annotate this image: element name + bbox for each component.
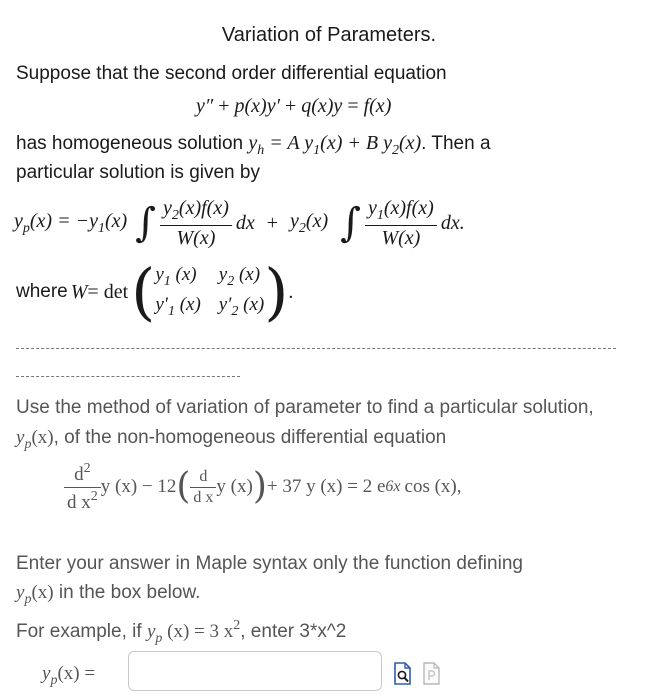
syntax-help-icon	[421, 662, 443, 686]
ode-exponent: 6x	[385, 478, 401, 495]
wronskian-det: = det	[87, 280, 129, 303]
formula-fraction-1: $\frac{y_2(x)f(x)}{W(x)}$	[160, 197, 232, 250]
ode-right-paren: )	[252, 466, 267, 507]
ode-term: + 37 y (x) = 2 e	[266, 476, 386, 497]
example-line: For example, if $y_p$ (x) = 3 $x^2$, enter 3*x^2	[16, 618, 347, 646]
preview-button[interactable]	[392, 662, 414, 686]
homogeneous-prefix: has homogeneous solution	[16, 133, 249, 154]
preview-icon	[392, 662, 414, 686]
equation-equals: =	[342, 95, 364, 117]
homogeneous-solution: $y_h = A$ $y_1(x) + B$ $y_2(x)$	[248, 132, 422, 158]
problem-line-2: $y_p(x)$, of the non-homogeneous differential equation	[16, 427, 447, 452]
homogeneous-line	[16, 132, 491, 159]
nonhomogeneous-ode	[64, 456, 462, 518]
equation-plus: +	[213, 95, 235, 117]
formula-plus: +	[266, 211, 279, 234]
equation-ypp: y″	[196, 95, 214, 117]
page-title: Variation of Parameters.	[221, 24, 437, 46]
particular-intro: particular solution is given by	[16, 162, 260, 183]
example-math: $y_p$ (x) = 3 $x^2$	[146, 618, 241, 646]
wronskian-prefix: where	[16, 281, 68, 302]
matrix-right-paren: )	[264, 255, 289, 328]
matrix-cell: $y'_1$ (x)	[155, 294, 201, 319]
matrix-cell: $y'_2$ (x)	[218, 294, 265, 319]
ode-term: y (x) − 12	[100, 476, 177, 497]
matrix-cell: $y_2$ (x)	[218, 264, 261, 289]
wronskian-symbol: W	[70, 280, 88, 303]
ode-left-paren: (	[176, 466, 191, 507]
equation-q-term: q(x)y	[301, 95, 343, 117]
formula-lhs: $y_p(x) = -y_1(x)$	[14, 209, 128, 236]
homogeneous-suffix: . Then a	[421, 133, 491, 154]
instruction-line-2: $y_p(x)$ in the box below.	[16, 582, 201, 607]
formula-fraction-2: $\frac{y_1(x)f(x)}{W(x)}$	[365, 197, 437, 250]
second-derivative-operator: $\frac{d^2}{d x^2}$	[64, 461, 101, 514]
matrix-left-paren: (	[131, 255, 156, 328]
answer-label: $y_p(x)$ =	[42, 663, 96, 688]
dx-2: dx.	[440, 211, 465, 234]
equation-f-term: f(x)	[363, 95, 392, 117]
answer-input[interactable]	[128, 651, 382, 691]
help-button[interactable]	[421, 662, 443, 686]
formula-y2: $y_2(x)$	[290, 209, 329, 236]
general-equation	[196, 95, 391, 118]
divider-long	[16, 348, 616, 349]
yp-symbol: $y_p(x)$	[16, 427, 54, 452]
integral-sign: ∫	[135, 200, 157, 246]
wronskian-matrix	[155, 264, 264, 320]
instruction-line: Enter your answer in Maple syntax only the function defining	[16, 553, 523, 574]
equation-p-term: p(x)y′	[234, 95, 280, 117]
matrix-cell: $y_1$ (x)	[155, 264, 197, 289]
wronskian-period: .	[288, 280, 294, 303]
wronskian-line	[16, 256, 293, 328]
integral-sign: ∫	[340, 200, 361, 246]
particular-formula	[14, 192, 465, 254]
problem-line: Use the method of variation of parameter to find a particular solution,	[16, 397, 594, 418]
dx-1: dx	[235, 211, 255, 234]
first-derivative-operator: $\frac{d}{\text{d x}}$	[190, 468, 216, 507]
intro-line: Suppose that the second order differential equation	[16, 63, 447, 84]
equation-plus: +	[279, 95, 302, 117]
ode-term: cos (x),	[404, 476, 462, 497]
yp-symbol: $y_p(x)$	[16, 582, 54, 607]
divider-short	[16, 376, 240, 377]
ode-term: y (x)	[216, 476, 253, 497]
